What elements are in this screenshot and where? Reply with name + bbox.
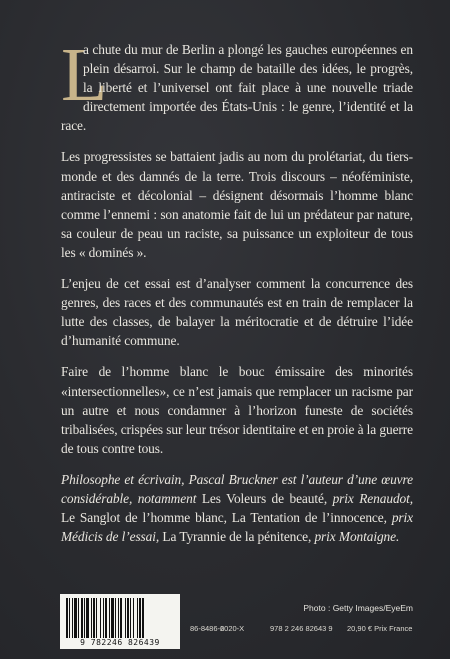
paragraph-1: Les progressistes se battaient jadis au nom du prolétariat, du tiers-monde et des damnés de la terre. Trois discours – néoféministe, antiraciste et décolonial – désignent désormais l’homme blanc comme l’ennemi : son anatomie fait de lui un prédateur par nature, sa couleur de peau un raciste, sa puissance un exploiteur de tous les « dominés ». xyxy=(61,149,413,260)
barcode-bar xyxy=(84,598,85,638)
barcode-bar xyxy=(125,598,126,638)
barcode-bar xyxy=(142,598,144,638)
barcode-bar xyxy=(120,598,122,638)
barcode-bar xyxy=(69,598,70,638)
bio-title-2: Le Sanglot de l’homme blanc, La Tentation de l’innocence, xyxy=(61,510,387,526)
barcode-bar xyxy=(115,598,116,638)
barcode-digits: 9 782246 826439 xyxy=(80,638,160,647)
internal-code-2: 2020-X xyxy=(220,624,245,633)
barcode-bar xyxy=(130,598,131,638)
bio-title-3: La Tyrannie de la pénitence, xyxy=(162,529,312,545)
barcode-bar xyxy=(78,598,79,638)
bio-part-2: prix Renaudot, xyxy=(327,490,413,506)
internal-code: 86-8486-6 xyxy=(190,624,225,633)
barcode-bar xyxy=(133,598,134,638)
barcode-bar xyxy=(109,598,110,638)
drop-cap: L xyxy=(61,33,108,117)
barcode-bar xyxy=(86,598,89,638)
bio-part-3: prix Médicis de l’essai, xyxy=(61,510,413,545)
isbn-text: 978 2 246 82643 9 xyxy=(270,624,333,633)
bio-part-1: Philosophe et écrivain, Pascal Bruckner est l’auteur d’une œuvre considérable, notamment xyxy=(61,471,413,506)
barcode-bar xyxy=(93,598,95,638)
paragraph-2: L’enjeu de cet essai est d’analyser comment la concurrence des genres, des races et des communautés est en train de remplacer la lutte des classes, de balayer la méritocratie et de détruire l’idée d’humanité commune. xyxy=(61,276,413,349)
barcode-bar xyxy=(74,598,77,638)
intro-text: a chute du mur de Berlin a plongé les gauches européennes en plein désarroi. Sur le champ de bataille des idées, le progrès, la liberté et l’universel ont fait place à une nouvelle triade directement importée des États-Unis : le genre, l’identité et la race. xyxy=(61,42,413,134)
barcode xyxy=(60,594,180,649)
barcode-bar xyxy=(81,598,83,638)
barcode-bar xyxy=(118,598,119,638)
blurb-text xyxy=(61,33,413,558)
barcode-bar xyxy=(100,598,101,638)
barcode-bar xyxy=(72,598,73,638)
barcode-bar xyxy=(139,598,141,638)
photo-credit: Photo : Getty Images/EyeEm xyxy=(303,603,413,613)
barcode-bar xyxy=(127,598,129,638)
barcode-bar xyxy=(103,598,104,638)
barcode-bar xyxy=(96,598,97,638)
bio-part-4: prix Montaigne. xyxy=(311,529,400,545)
intro-paragraph xyxy=(61,33,413,135)
paragraph-3: Faire de l’homme blanc le bouc émissaire des minorités «intersectionnelles», ce n’est jamais que remplacer un racisme par un autre et nous condamner à l’horizon funeste de sociétés tribalisées, crispées sur leur trésor identitaire et en proie à la guerre de tous contre tous. xyxy=(61,364,413,456)
barcode-bar xyxy=(105,598,107,638)
bio-title-1: Les Voleurs de beauté, xyxy=(201,490,328,506)
barcode-bars xyxy=(65,598,175,638)
barcode-bar xyxy=(91,598,92,638)
barcode-bar xyxy=(111,598,114,638)
barcode-bar xyxy=(137,598,138,638)
barcode-bar xyxy=(66,598,68,638)
author-bio xyxy=(61,470,413,546)
price-text: 20,90 € Prix France xyxy=(347,624,413,633)
